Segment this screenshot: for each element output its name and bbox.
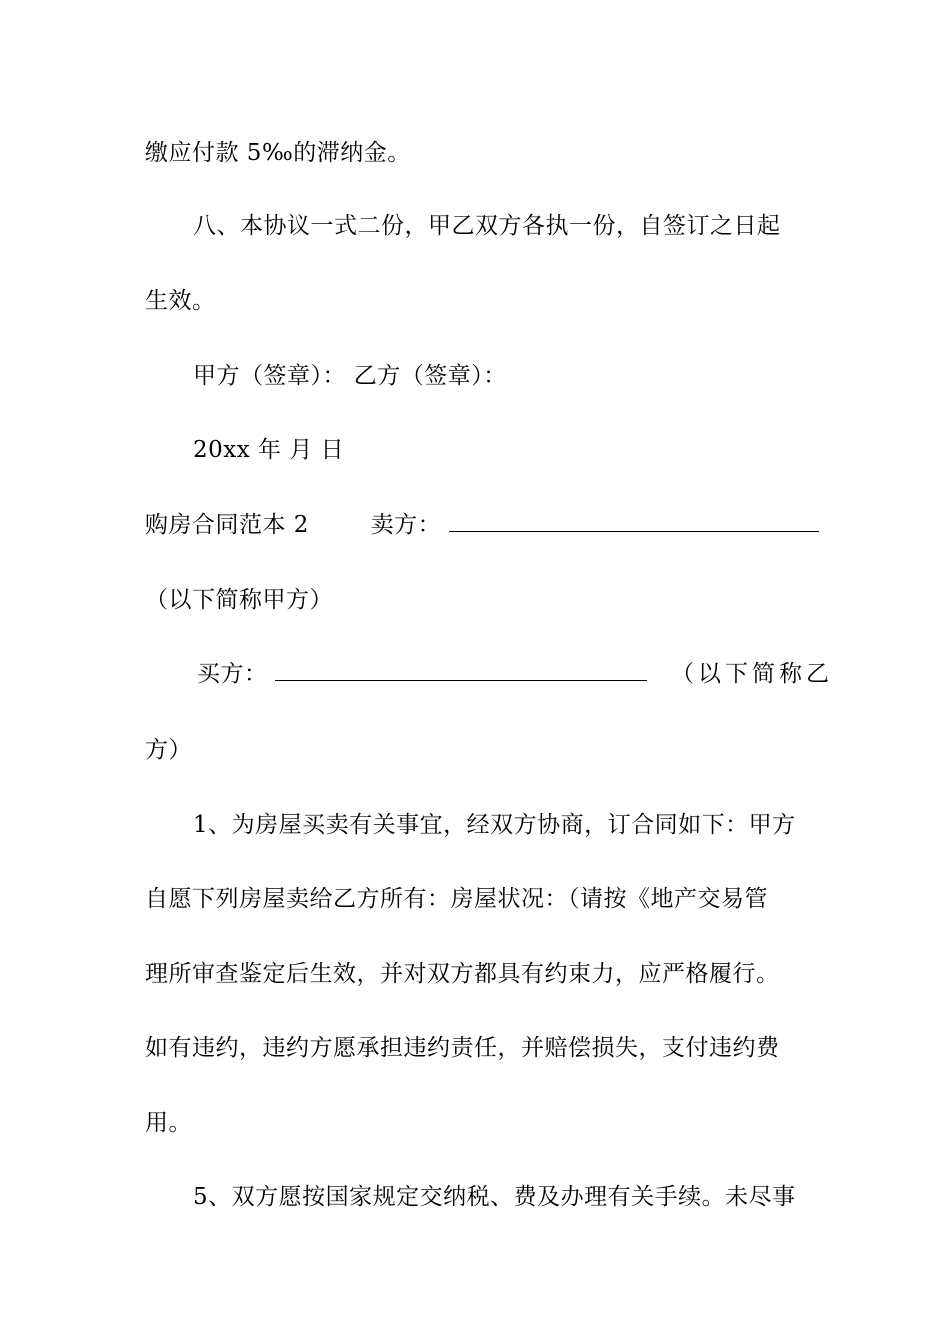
date-line: 20xx 年 月 日	[193, 437, 345, 463]
buyer-blank	[275, 660, 647, 681]
buyer-label: 买方：	[197, 661, 268, 687]
paragraph-line: 自愿下列房屋卖给乙方所有：房屋状况：（请按《地产交易管	[145, 886, 768, 912]
seller-blank	[449, 511, 819, 532]
signature-line: 甲方（签章）： 乙方（签章）：	[193, 363, 507, 389]
seller-suffix: （以下简称甲方）	[145, 587, 333, 613]
contract-title: 购房合同范本 2	[145, 512, 309, 538]
buyer-row	[197, 659, 833, 689]
paragraph-line: 如有违约，违约方愿承担违约责任，并赔偿损失，支付违约费	[145, 1035, 780, 1061]
contract-title-row	[145, 510, 819, 540]
text-line: 八、本协议一式二份，甲乙双方各执一份，自签订之日起	[193, 213, 781, 239]
paragraph-line: 1、为房屋买卖有关事宜，经双方协商，订合同如下：甲方	[193, 812, 796, 838]
buyer-suffix-cont: 方）	[145, 737, 192, 763]
text-line: 生效。	[145, 288, 216, 314]
paragraph-line: 用。	[145, 1110, 192, 1136]
buyer-suffix: （以下简称乙	[670, 661, 833, 687]
paragraph-line: 理所审查鉴定后生效，并对双方都具有约束力，应严格履行。	[145, 961, 780, 987]
seller-label: 卖方：	[370, 512, 442, 538]
paragraph-line: 5、双方愿按国家规定交纳税、费及办理有关手续。未尽事	[193, 1184, 796, 1210]
text-line: 缴应付款 5‰的滞纳金。	[145, 140, 411, 166]
